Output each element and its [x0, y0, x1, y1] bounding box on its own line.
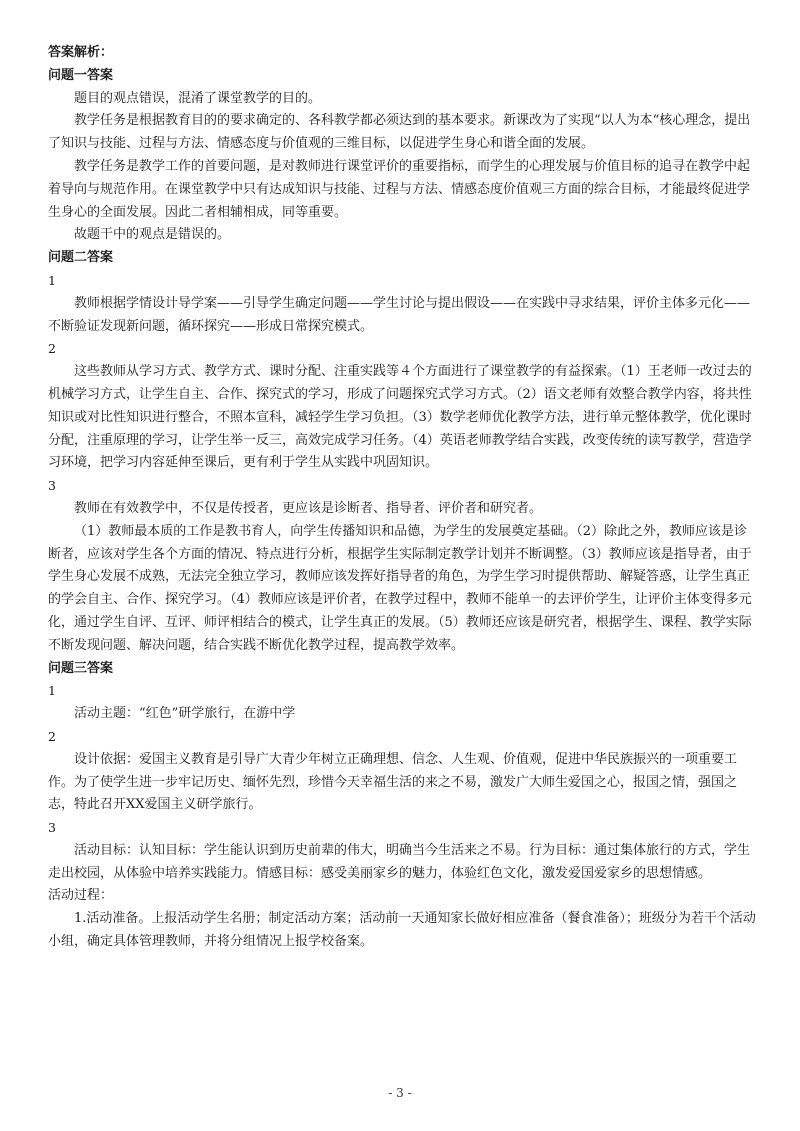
page-number: - 3 - — [388, 1086, 412, 1100]
item-number: 3 — [48, 478, 56, 494]
item-number: 2 — [48, 728, 56, 744]
section1-paragraph: 题目的观点错误，混淆了课堂教学的目的。 — [74, 90, 322, 106]
process-label: 活动过程： — [48, 888, 114, 904]
section3-paragraph: 设计依据：爱国主义教育是引导广大青少年树立正确理想、信念、人生观、价值观，促进中华民族振兴的一项重要工作。为了使学生进一步牢记历史、缅怀先烈，珍惜今天幸福生活的来之不易，激发广大师生爱国之心，报国之情，强国之志，特此召开XX爱国主义研学旅行。 — [48, 751, 738, 813]
item-number: 1 — [48, 272, 56, 288]
answer-heading: 答案解析： — [48, 45, 114, 60]
item-number: 2 — [48, 341, 56, 357]
section1-paragraph: 教学任务是教学工作的首要问题，是对教师进行课堂评价的重要指标，而学生的心理发展与价值目标的追寻在教学中起着导向与规范作用。在课堂教学中只有达成知识与技能、过程与方法、情感态度价值观三方面的综合目标，才能最终促进学生身心的全面发展。因此二者相辅相成，同等重要。 — [48, 158, 751, 220]
section2-paragraph: 教师在有效教学中，不仅是传授者，更应该是诊断者、指导者、评价者和研究者。 — [74, 500, 543, 516]
item-number: 3 — [48, 820, 56, 836]
section2-paragraph: 这些教师从学习方式、教学方式、课时分配、注重实践等４个方面进行了课堂教学的有益探索。（1）王老师一改过去的机械学习方式，让学生自主、合作、探究式的学习，形成了问题探究式学习方式。（2）语文老师有效整合教学内容，将共性知识或对比性知识进行整合，不照本宣科，减轻学生学习负担。（3）数学老师优化教学方法，进行单元整体教学，优化课时分配，注重原理的学习，让学生举一反三，高效完成学习任务。（4）英语老师教学结合实践，改变传统的读写教学，营造学习环境，把学习内容延伸至课后，更有利于学生从实践中巩固知识。 — [48, 364, 752, 471]
document-page — [48, 42, 760, 954]
section2-paragraph: 教师根据学情设计导学案——引导学生确定问题——学生讨论与提出假设——在实践中寻求结果，评价主体多元化——不断验证发现新问题，循环探究——形成日常探究模式。 — [48, 295, 751, 334]
section3-title: 问题三答案 — [48, 660, 114, 676]
section1-title: 问题一答案 — [48, 67, 114, 83]
section1-paragraph: 故题干中的观点是错误的。 — [74, 227, 231, 243]
section2-title: 问题二答案 — [48, 250, 114, 266]
section3-paragraph: 活动主题：“红色”研学旅行，在游中学 — [74, 706, 296, 722]
section1-paragraph: 教学任务是根据教育目的的要求确定的、各科教学都必须达到的基本要求。新课改为了实现“以人为本“核心理念，提出了知识与技能、过程与方法、情感态度与价值观的三维目标，以促进学生身心和谐全面的发展。 — [48, 113, 751, 152]
item-number: 1 — [48, 683, 56, 699]
section3-paragraph: 1.活动准备。上报活动学生名册；制定活动方案；活动前一天通知家长做好相应准备（餐食准备）；班级分为若干个活动小组，确定具体管理教师，并将分组情况上报学校备案。 — [48, 911, 756, 950]
section2-paragraph: （1）教师最本质的工作是教书育人，向学生传播知识和品德，为学生的发展奠定基础。（2）除此之外，教师应该是诊断者，应该对学生各个方面的情况、特点进行分析，根据学生实际制定教学计划并不断调整。（3）教师应该是指导者，由于学生身心发展不成熟，无法完全独立学习，教师应该发挥好指导者的角色，为学生学习时提供帮助、解疑答惑，让学生真正的学会自主、合作、探究学习。（4）教师应该是评价者，在教学过程中，教师不能单一的去评价学生，让评价主体变得多元化，通过学生自评、互评、师评相结合的模式，让学生真正的发展。（5）教师还应该是研究者，根据学生、课程、教学实际不断发现问题、解决问题，结合实践不断优化教学过程，提高教学效率。 — [48, 523, 752, 653]
section3-paragraph: 活动目标：认知目标：学生能认识到历史前辈的伟大，明确当今生活来之不易。行为目标：通过集体旅行的方式，学生走出校园，从体验中培养实践能力。情感目标：感受美丽家乡的魅力，体验红色文化，激发爱国爱家乡的思想情感。 — [48, 842, 751, 881]
